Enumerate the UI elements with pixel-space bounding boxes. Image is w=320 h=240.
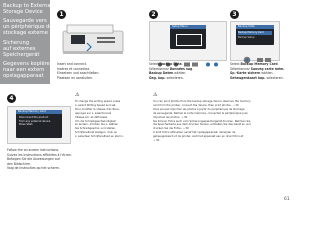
step-2-badge: 2 — [149, 10, 158, 19]
printer-illustration — [57, 21, 134, 59]
step-1-badge: 1 — [57, 10, 66, 19]
control-buttons — [154, 52, 222, 57]
lcd-header: Backup Memory Card — [16, 110, 62, 114]
step-4-lcd-screen — [16, 110, 62, 138]
sidebar-title-de: Sicherung auf externes Speichergerät — [3, 40, 40, 59]
sidebar-title-en: Backup to External Storage Device — [3, 3, 53, 16]
note-warning-icon: ⚠ — [75, 92, 80, 98]
step-3-badge: 3 — [230, 10, 239, 19]
step-3-text: Select Backup Memory Card. Sélectionnez Sauveg carte mém. Sp.-Karte sichern wählen. Geheugenkaart kop. selecteren. — [230, 62, 285, 80]
sidebar-title-nl: Gegevens kopiëren naar een extern opslagapparaat — [3, 61, 54, 80]
lcd-header: Setup Menu — [170, 25, 206, 29]
step-4-text: Follow the on-screen instructions. Suivez les instructions affichées à l'écran. Befolgen Sie die Anweisungen auf den Bildschirm. Volg de instructies op het scherm. — [7, 148, 72, 171]
sidebar-title-fr: Sauvegarde vers un périphérique de stockage externe — [3, 18, 53, 37]
step-4-badge: 4 — [7, 94, 16, 103]
step-1-text: Insert and connect. Insérez et connectez. Einsetzen und anschließen. Plaatsen en aansluiten. — [57, 62, 100, 80]
menu-item: Backup Setup — [238, 36, 255, 39]
sidebar — [0, 0, 54, 84]
step-2-panel — [149, 21, 227, 61]
lcd-message: Disconnect the product from any external device Press Start. — [19, 116, 51, 127]
step-3-panel — [230, 21, 280, 61]
step-3-lcd-screen — [236, 25, 274, 45]
page-number: 61 — [284, 197, 290, 202]
step-4-panel — [7, 106, 71, 144]
backup-data-icon — [176, 34, 202, 46]
menu-item-selected: Backup Memory Card — [238, 31, 272, 35]
step-1-illustration — [57, 21, 134, 59]
lcd-header: Backup Data — [236, 25, 274, 29]
step-2-lcd-screen — [170, 25, 206, 49]
note-info-icon: ⚠ — [153, 92, 158, 98]
note-2-text: You can print photos from the backup storage device. Remove the memory card from the printer, connect the device, then print photos. → 30 Vous pouvez imprimer les photos à partir du périphérique de stockage de sauvegarde. Retirez la carte mémoire, connectez le périphérique puis imprimez les photos. → 30 Sie können Fotos auch vom Sicherungsspeichergerät drucken. Nehmen Sie die Speicherkarte aus dem Drucker heraus, schließen Sie das Gerät an und drucken Sie die Fotos. → 30 U kunt foto's afdrukken vanaf het opslagapparaat. Verwijder de geheugenkaart uit de printer, sluit het apparaat aan en druk foto's af. → 30 — [153, 100, 251, 143]
step-2-text: Select Backup Data. Sélectionnez Données sug. Backup Daten wählen. Geg. kop. selecteren. — [149, 62, 194, 80]
control-pad — [237, 49, 273, 57]
note-1-text: To change the writing speed, press x, select Writing Speed and set. Pour modifier la vitesse d'écriture, appuyez sur x, sélectionnez Vitesse écr. et définissez. Um die Schreibgeschwindigkeit zu ändern, drücken Sie x, wählen Sie Schreibgeschw. und stellen. Schrijfsnelheid wijzigen: druk op x, selecteer Schrijfsnelheid en stel in. — [75, 100, 124, 139]
